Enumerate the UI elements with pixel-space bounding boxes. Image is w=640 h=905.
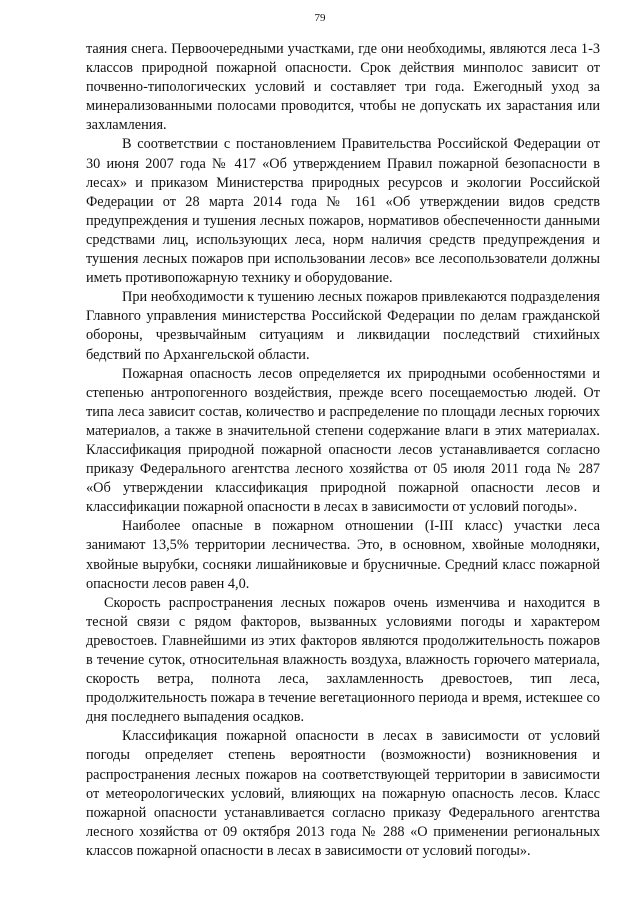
paragraph-3: При необходимости к тушению лесных пожаров привлекаются подразделения Главного управления министерства Российской Федерации по делам гражданской обороны, чрезвычайным ситуациям и ликвидации последствий стихийных бедствий по Архангельской области.	[86, 289, 600, 363]
paragraph-4: Пожарная опасность лесов определяется их природными особенностями и степенью антропогенного воздействия, прежде всего посещаемостью людей. От типа леса зависит состав, количество и распределение по площади лесных горючих материалов, а также в значительной степени содержание влаги в этих материалах. Классификация природной пожарной опасности лесов устанавливается согласно приказу Федерального агентства лесного хозяйства от 05 июля 2011 года № 287 «Об утверждении классификация природной пожарной опасности лесов и классификации пожарной опасности в лесах в зависимости от условий погоды».	[86, 365, 600, 516]
paragraph-2: В соответствии с постановлением Правительства Российской Федерации от 30 июня 2007 года № 417 «Об утверждением Правил пожарной безопасности в лесах» и приказом Министерства природных ресурсов и экологии Российской Федерации от 28 марта 2014 года № 161 «Об утверждении видов средств предупреждения и тушения лесных пожаров, нормативов обеспеченности данными средствами лиц, использующих леса, норм наличия средств предупреждения и тушения лесных пожаров при использовании лесов» все лесопользователи должны иметь противопожарную технику и оборудование.	[86, 136, 600, 287]
paragraph-1: таяния снега. Первоочередными участками, где они необходимы, являются леса 1-3 классов природной пожарной опасности. Срок действия минполос зависит от почвенно-типологических условий и составляет три года. Ежегодный уход за минерализованными полосами проводится, чтобы не допускать их зарастания или захламления.	[86, 41, 600, 134]
paragraph-5: Наиболее опасные в пожарном отношении (I-III класс) участки леса занимают 13,5% территории лесничества. Это, в основном, хвойные молодняки, хвойные вырубки, сосняки лишайниковые и брусничные. Средний класс пожарной опасности лесов равен 4,0.	[86, 518, 600, 592]
document-body	[86, 40, 600, 861]
paragraph-7: Классификация пожарной опасности в лесах в зависимости от условий погоды определяет степень вероятности (возможности) возникновения и распространения лесных пожаров на соответствующей территории в зависимости от метеорологических условий, влияющих на пожарную опасность лесов. Класс пожарной опасности устанавливается согласно приказу Федерального агентства лесного хозяйства от 09 октября 2013 года № 288 «О применении региональных классов пожарной опасности в лесах в зависимости от условий погоды».	[86, 728, 600, 859]
paragraph-6: Скорость распространения лесных пожаров очень изменчива и находится в тесной связи с рядом факторов, вызванных условиями погоды и характером древостоев. Главнейшими из этих факторов являются продолжительность пожаров в течение суток, относительная влажность воздуха, влажность горючего материала, скорость ветра, полнота леса, захламленность древостоев, тип леса, продолжительность пожара в течение вегетационного периода и время, истекшее со дня последнего выпадения осадков.	[86, 594, 600, 726]
page-number: 79	[314, 12, 326, 24]
